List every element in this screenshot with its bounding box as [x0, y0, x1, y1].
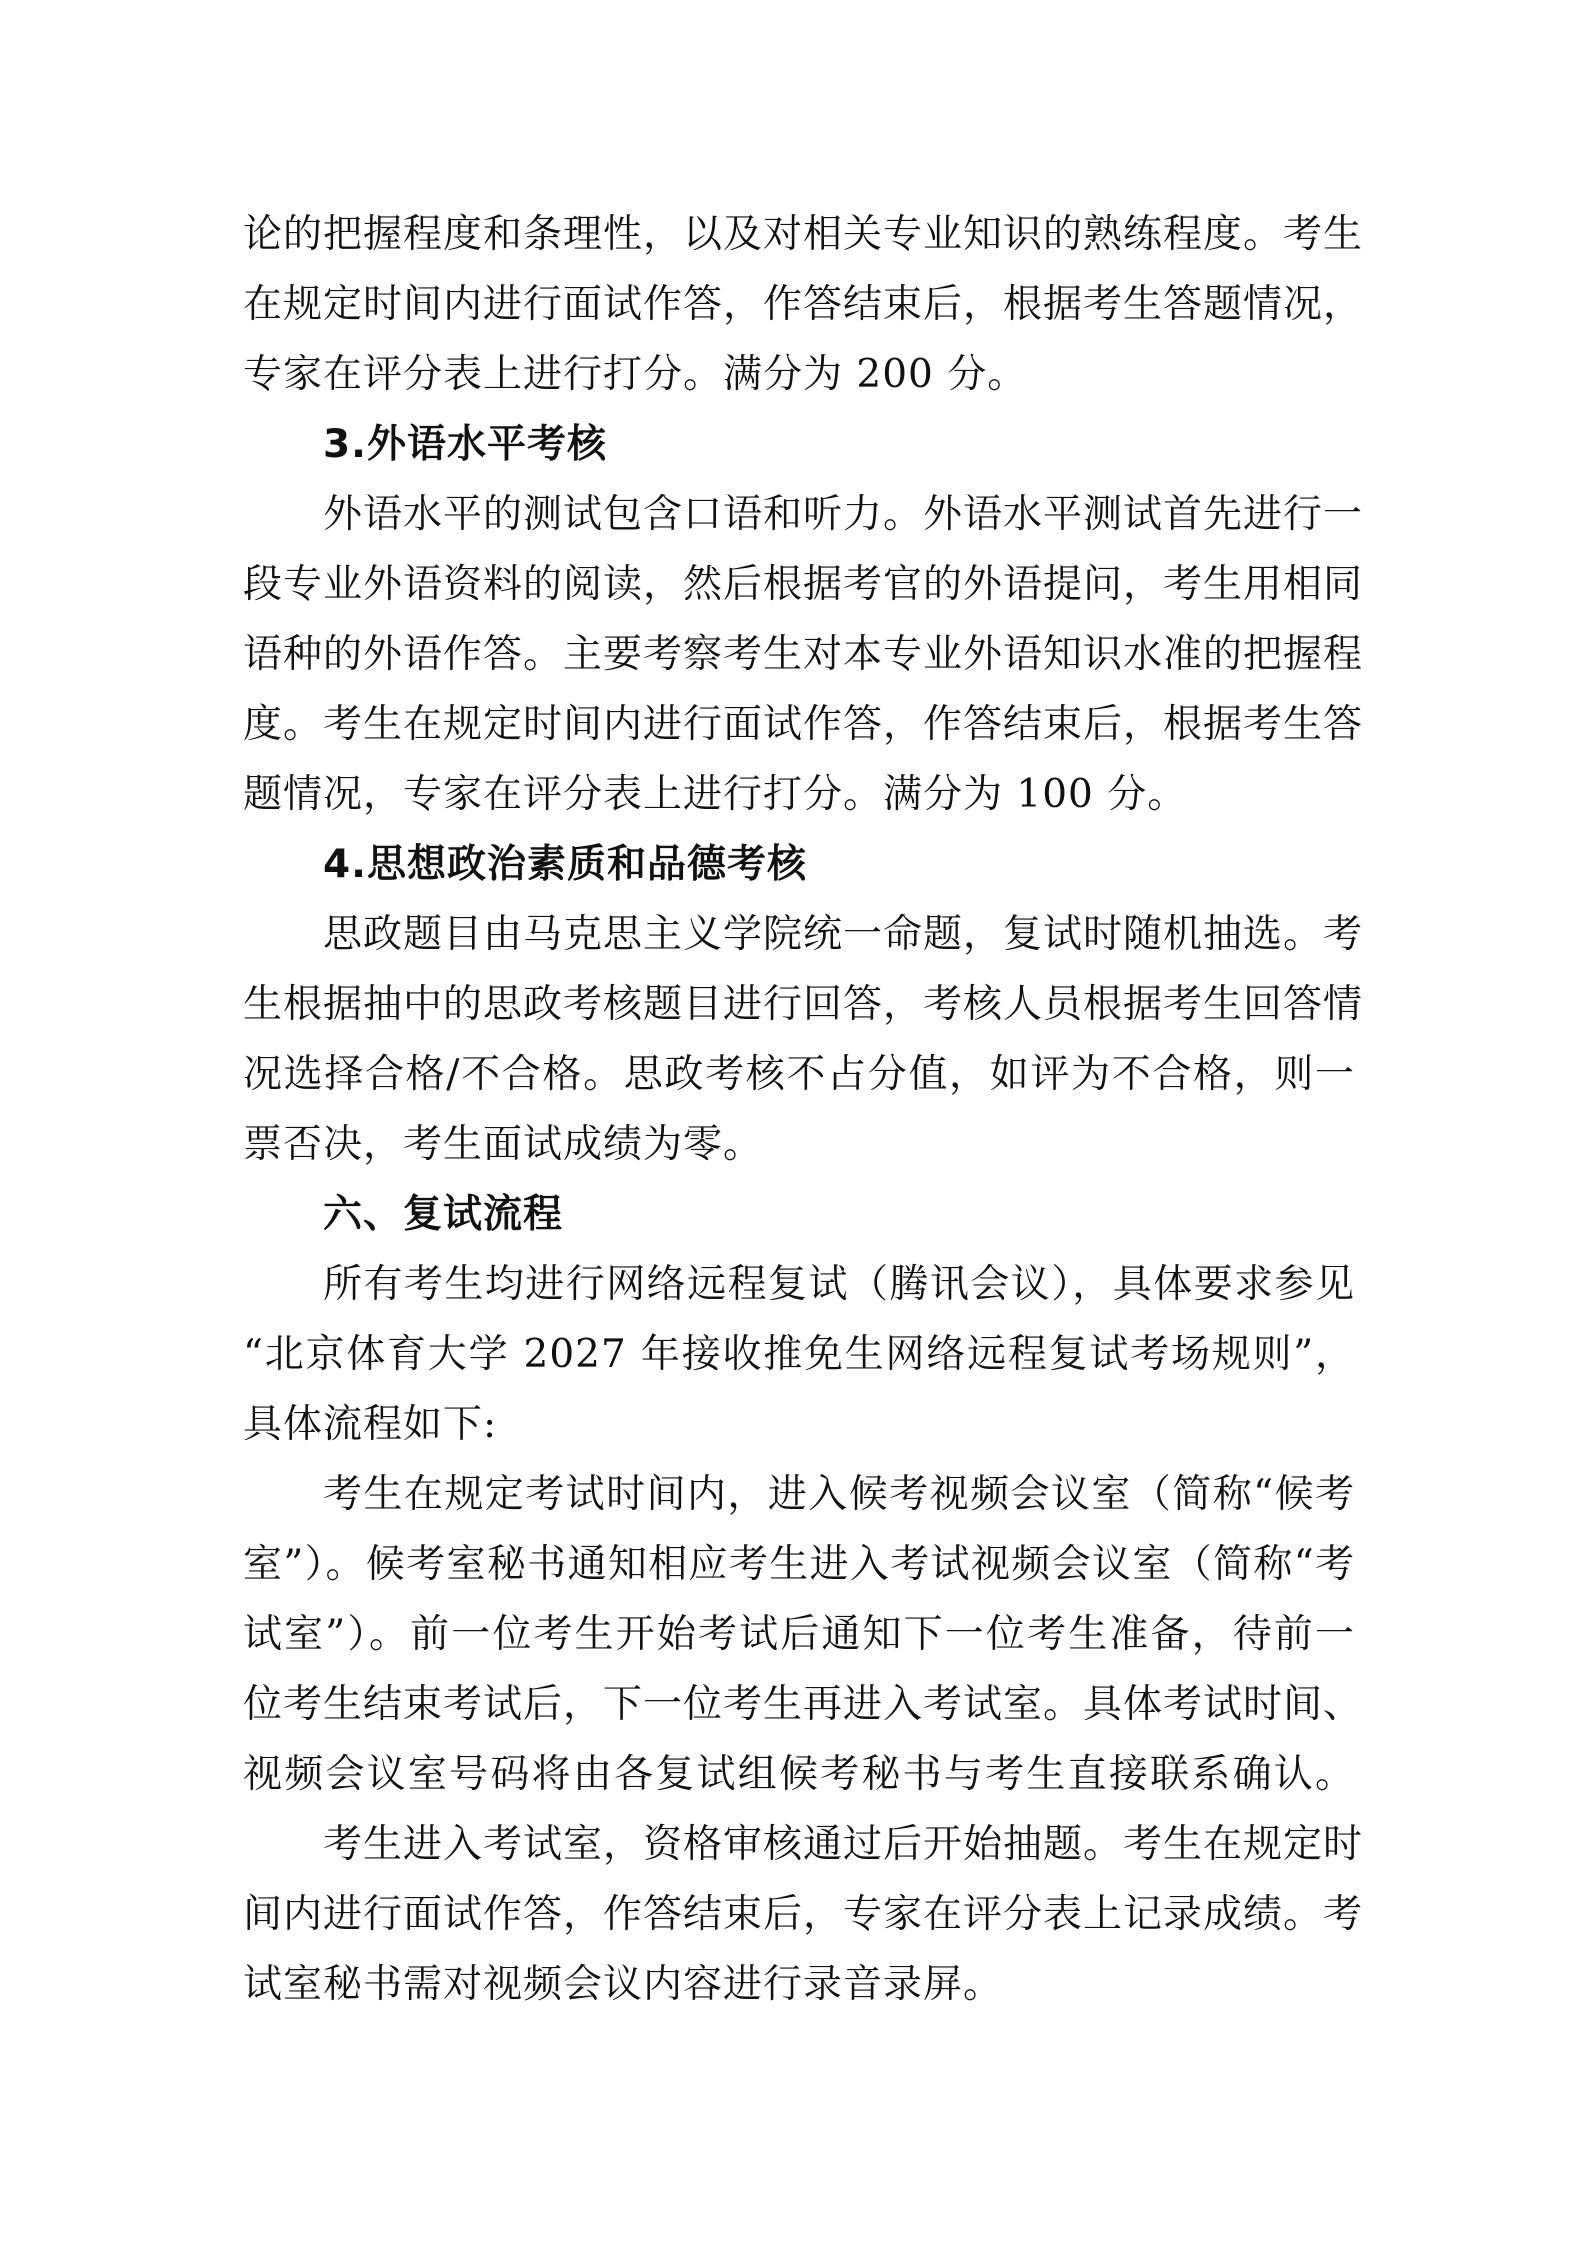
section-heading-retest-process: 六、复试流程 [323, 1192, 564, 1237]
paragraph-line: 度。考生在规定时间内进行面试作答，作答结束后，根据考生答 [243, 702, 1364, 747]
paragraph-line: 室”）。候考室秘书通知相应考生进入考试视频会议室（简称“考 [243, 1542, 1355, 1587]
paragraph-line: 考生进入考试室，资格审核通过后开始抽题。考生在规定时 [323, 1822, 1364, 1867]
paragraph-line: 所有考生均进行网络远程复试（腾讯会议），具体要求参见 [323, 1262, 1355, 1307]
document-body [243, 200, 1364, 2020]
paragraph-line: 在规定时间内进行面试作答，作答结束后，根据考生答题情况， [243, 282, 1364, 327]
paragraph-line: 生根据抽中的思政考核题目进行回答，考核人员根据考生回答情 [243, 982, 1364, 1027]
paragraph-line: 题情况，专家在评分表上进行打分。满分为 100 分。 [243, 772, 1188, 817]
paragraph-line: 间内进行面试作答，作答结束后，专家在评分表上记录成绩。考 [243, 1892, 1364, 1937]
paragraph-line: 具体流程如下: [243, 1402, 498, 1447]
paragraph-line: 段专业外语资料的阅读，然后根据考官的外语提问，考生用相同 [243, 562, 1364, 607]
paragraph-line: 况选择合格/不合格。思政考核不占分值，如评为不合格，则一 [243, 1052, 1355, 1097]
paragraph-line: 思政题目由马克思主义学院统一命题，复试时随机抽选。考 [323, 912, 1364, 957]
section-heading-foreign-language: 3.外语水平考核 [323, 422, 607, 467]
paragraph-line: 外语水平的测试包含口语和听力。外语水平测试首先进行一 [323, 492, 1364, 537]
paragraph-line: 视频会议室号码将由各复试组候考秘书与考生直接联系确认。 [243, 1752, 1355, 1797]
paragraph-line: 语种的外语作答。主要考察考生对本专业外语知识水准的把握程 [243, 632, 1364, 677]
paragraph-line: 位考生结束考试后，下一位考生再进入考试室。具体考试时间、 [243, 1682, 1364, 1727]
paragraph-line: 试室秘书需对视频会议内容进行录音录屏。 [243, 1962, 1004, 2007]
paragraph-line: 考生在规定考试时间内，进入候考视频会议室（简称“候考 [323, 1472, 1355, 1517]
section-heading-political-quality: 4.思想政治素质和品德考核 [323, 842, 807, 887]
paragraph-line: 票否决，考生面试成绩为零。 [243, 1122, 764, 1167]
paragraph-line: 试室”）。前一位考生开始考试后通知下一位考生准备，待前一 [243, 1612, 1355, 1657]
paragraph-line: 论的把握程度和条理性，以及对相关专业知识的熟练程度。考生 [243, 212, 1364, 257]
paragraph-line: “北京体育大学 2027 年接收推免生网络远程复试考场规则”， [243, 1332, 1355, 1377]
paragraph-line: 专家在评分表上进行打分。满分为 200 分。 [243, 352, 1028, 397]
